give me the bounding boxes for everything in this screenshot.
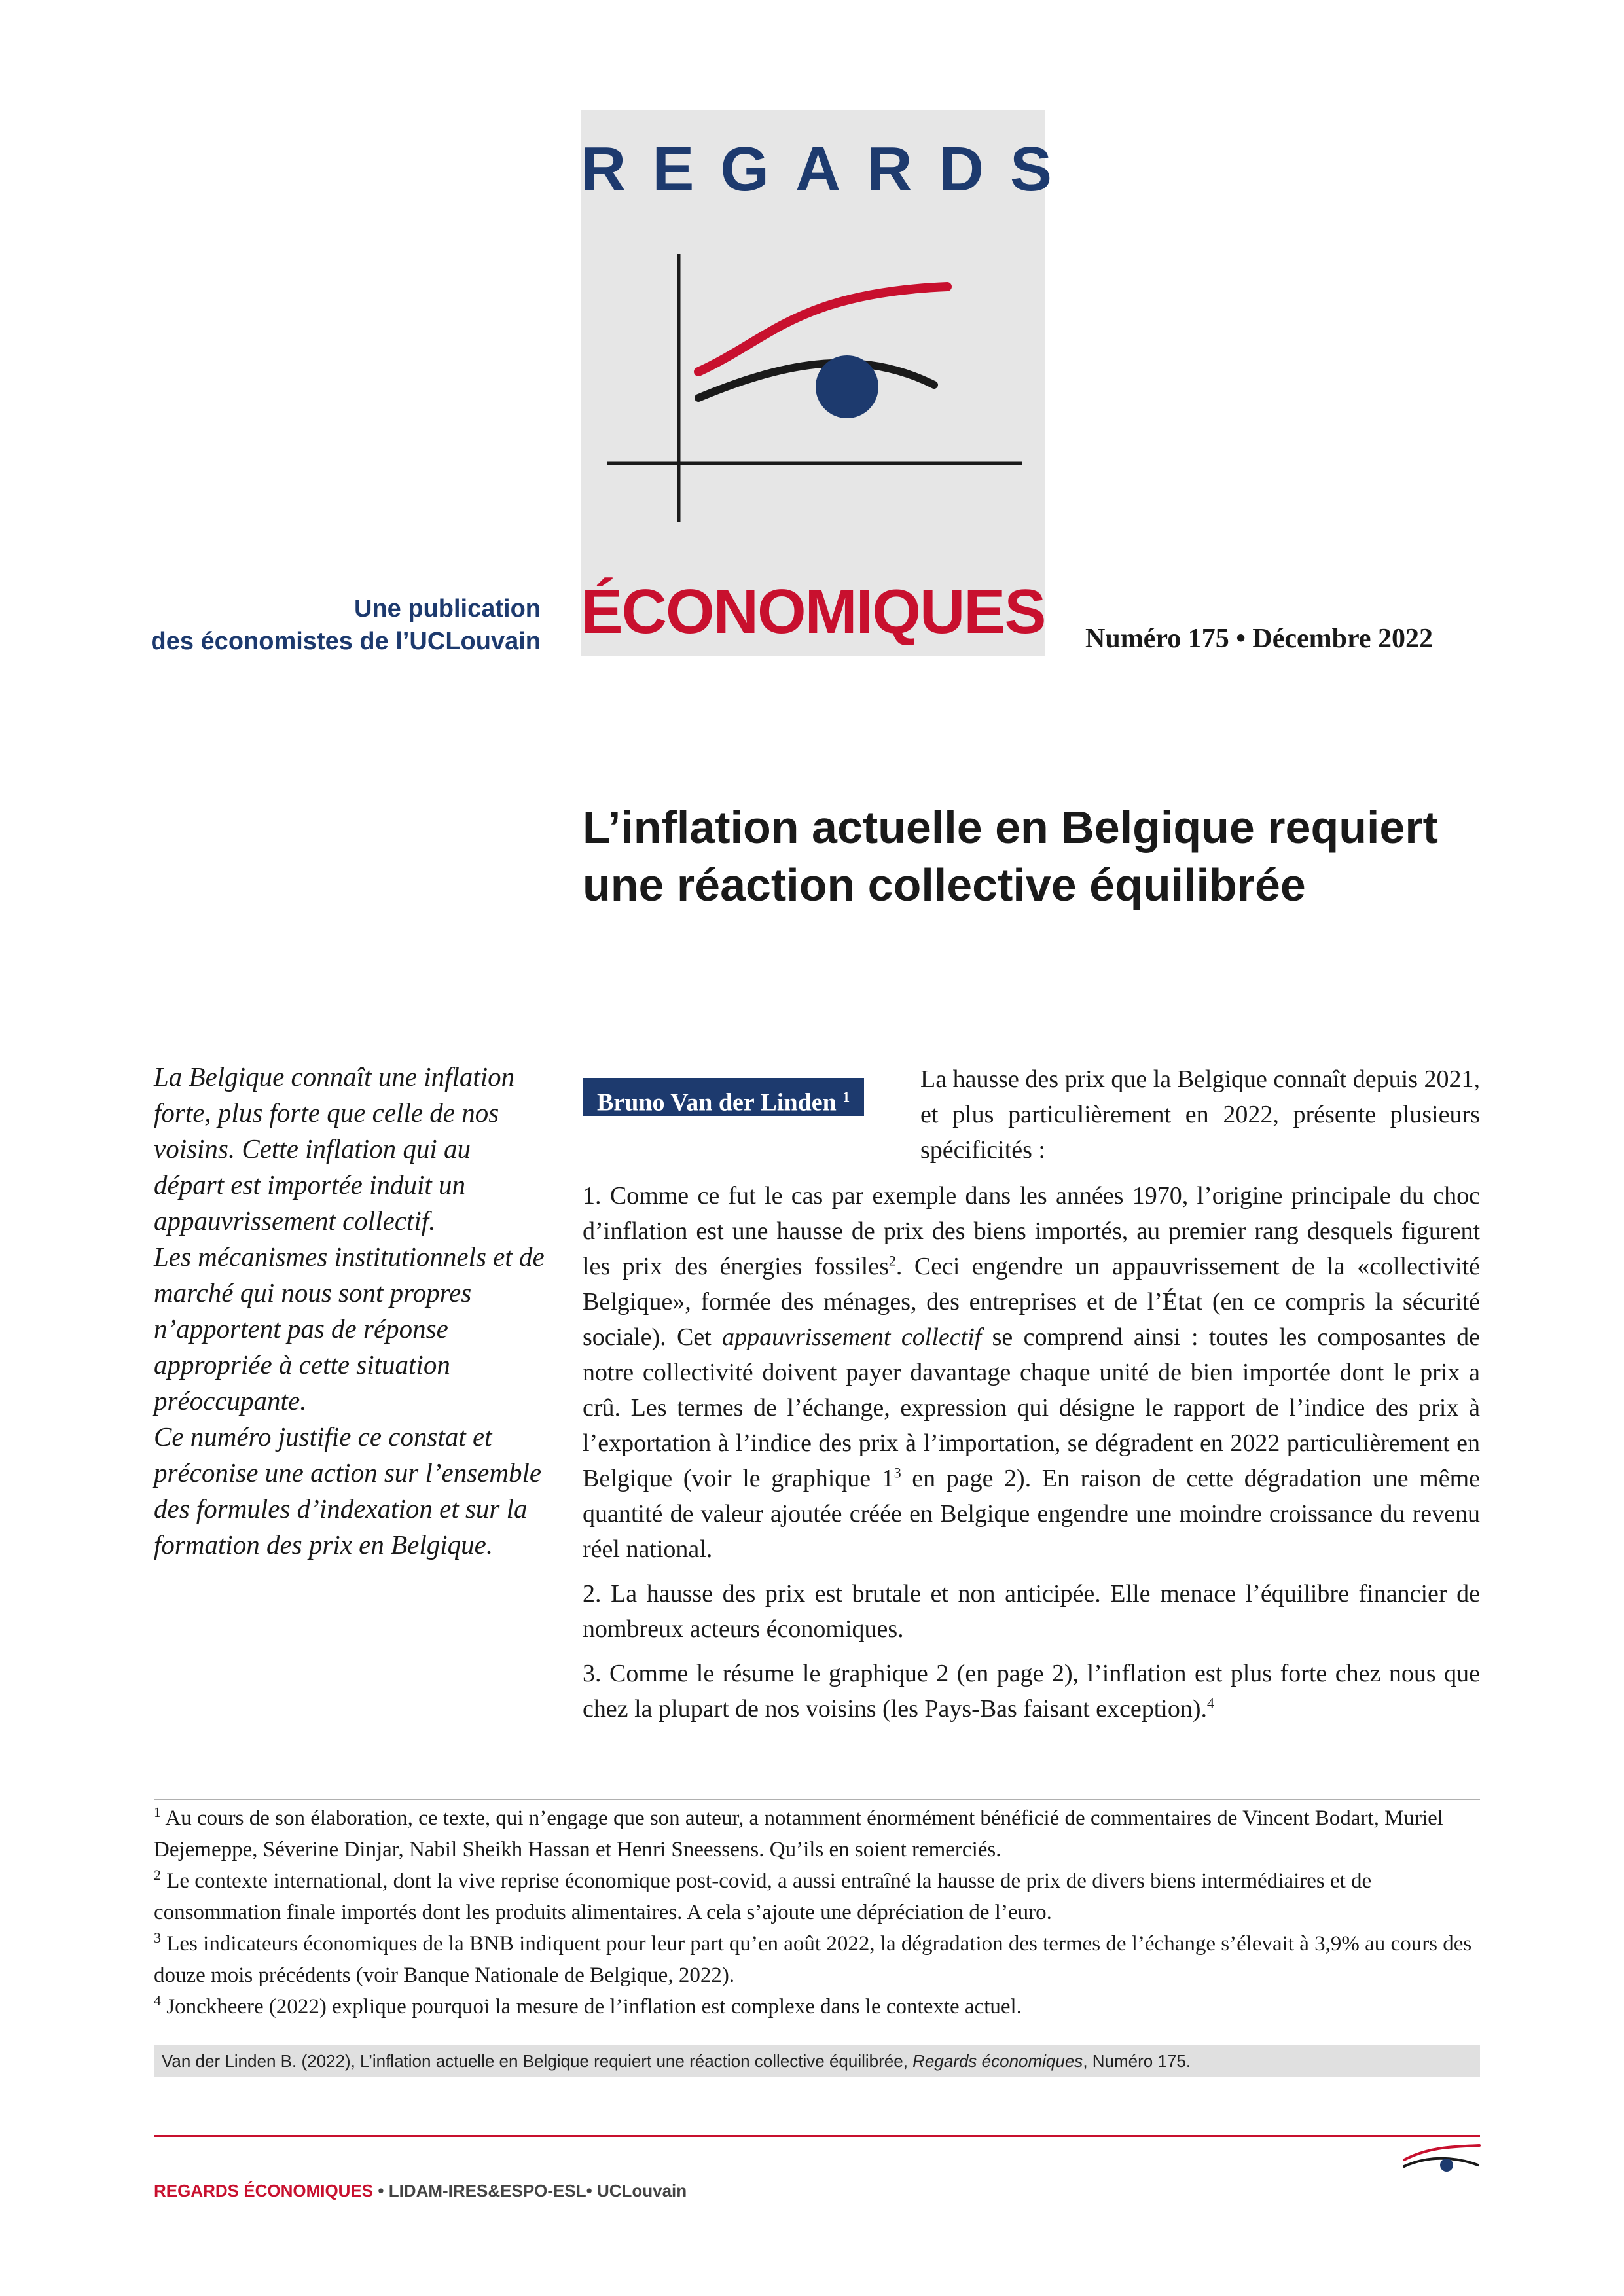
- footnote-number: 2: [154, 1867, 161, 1883]
- footer-affiliations: • LIDAM-IRES&ESPO-ESL• UCLouvain: [373, 2181, 687, 2200]
- body-text: se comprend ainsi : toutes les composantes de notre collectivité doivent payer davantage chaque unité de bien importée dont le prix a crû. Les termes de l’échange, expression qui désigne le rapport de l’indice des prix à l’exportation à l’indice des prix à l’importation, se dégradent en 2022 particulièrement en Belgique (voir le graphique 1: [583, 1323, 1480, 1492]
- abstract: [154, 1059, 547, 1563]
- intro-paragraph: La hausse des prix que la Belgique connaît depuis 2021, et plus particulièrement en 2022, présente plusieurs spécificités :: [920, 1066, 1480, 1164]
- author-name: Bruno Van der Linden: [597, 1088, 837, 1117]
- abstract-paragraph: Les mécanismes institutionnels et de marché qui nous sont propres n’apportent pas de réponse appropriée à cette situation préoccupante.: [154, 1242, 545, 1416]
- publisher-tagline: [151, 592, 541, 658]
- body-text: . Ceci engendre un appauvrissement de la «collectivité Belgique», formée des ménages, des entreprises et de l’État (en ce compris la sécurité sociale). Cet: [583, 1253, 1481, 1351]
- article-body: [583, 1178, 1480, 1736]
- issue-number: Numéro 175 • Décembre 2022: [1085, 624, 1434, 654]
- article-title: L’inflation actuelle en Belgique requiert une réaction collective équilibrée: [583, 802, 1438, 910]
- masthead-title: REGARDS: [581, 134, 1079, 204]
- footnote-text: Le contexte international, dont la vive reprise économique post-covid, a aussi entraîné la hausse de prix de divers biens intermédiaires et de consommation finale importés dont les produits alimentaires. A cela s’ajoute une dépréciation de l’euro.: [154, 1869, 1372, 1924]
- footnote-text: Les indicateurs économiques de la BNB indiquent pour leur part qu’en août 2022, la dégradation des termes de l’échange s’élevait à 3,9% au cours des douze mois précédents (voir Banque Nationale de Belgique, 2022).: [154, 1932, 1472, 1987]
- footnote-number: 1: [154, 1804, 161, 1820]
- author-footnote-ref: 1: [842, 1088, 850, 1105]
- footer-divider: [154, 2135, 1480, 2137]
- citation-text: , Numéro 175.: [1083, 2051, 1191, 2071]
- footnote: [154, 1928, 1480, 1991]
- body-paragraph: [583, 1656, 1480, 1727]
- footnote-divider: [154, 1799, 1480, 1800]
- masthead-panel: [581, 110, 1079, 656]
- body-text: 1. Comme ce fut le cas par exemple dans les années 1970, l’origine principale du choc d’inflation est une hausse de prix des biens importés, au premier rang desquels figurent les prix des énergies fossiles: [583, 1182, 1480, 1280]
- footnote-text: Jonckheere (2022) explique pourquoi la mesure de l’inflation est complexe dans le contexte actuel.: [161, 1995, 1022, 2018]
- emphasis-text: appauvrissement collectif: [722, 1323, 982, 1351]
- citation-bar: [154, 2045, 1480, 2077]
- eye-curve-footer-icon: [1401, 2142, 1483, 2181]
- footnote-ref: 2: [888, 1252, 896, 1269]
- footnote-text: Au cours de son élaboration, ce texte, qui n’engage que son auteur, a notamment énormément bénéficié de commentaires de Vincent Bodart, Muriel Dejemeppe, Séverine Dinjar, Nabil Sheikh Hassan et Henri Sneessens. Qu’ils en soient remerciés.: [154, 1806, 1443, 1861]
- footnote-ref: 3: [893, 1464, 901, 1481]
- footnote-number: 3: [154, 1929, 161, 1946]
- citation-text: Van der Linden B. (2022), L’inflation actuelle en Belgique requiert une réaction collective équilibrée,: [162, 2051, 913, 2071]
- citation-journal: Regards économiques: [912, 2051, 1083, 2071]
- author-badge: [583, 1078, 864, 1116]
- footnote-number: 4: [154, 1992, 161, 2009]
- abstract-paragraph: La Belgique connaît une inflation forte, plus forte que celle de nos voisins. Cette inflation qui au départ est importée induit un appauvrissement collectif.: [154, 1062, 515, 1236]
- footer-brand: REGARDS ÉCONOMIQUES: [154, 2181, 374, 2200]
- body-paragraph: [583, 1178, 1480, 1567]
- eye-curve-chart-icon: [600, 247, 1026, 529]
- body-paragraph: 2. La hausse des prix est brutale et non anticipée. Elle menace l’équilibre financier de nombreux acteurs économiques.: [583, 1580, 1480, 1643]
- footnote: [154, 1865, 1480, 1928]
- masthead-subtitle: ÉCONOMIQUES: [581, 577, 1045, 647]
- footnotes: [154, 1803, 1480, 2022]
- footnote: [154, 1803, 1480, 1865]
- body-text: en page 2). En raison de cette dégradation une même quantité de valeur ajoutée créée en Belgique engendre une moindre croissance du revenu réel national.: [583, 1465, 1480, 1563]
- footnote-ref: 4: [1206, 1695, 1214, 1712]
- publisher-line-2: des économistes de l’UCLouvain: [151, 628, 541, 655]
- abstract-paragraph: Ce numéro justifie ce constat et préconise une action sur l’ensemble des formules d’indexation et sur la formation des prix en Belgique.: [154, 1422, 542, 1560]
- body-text: 3. Comme le résume le graphique 2 (en page 2), l’inflation est plus forte chez nous que chez la plupart de nos voisins (les Pays-Bas faisant exception).: [583, 1660, 1480, 1723]
- footer-text: [154, 2181, 687, 2201]
- publisher-line-1: Une publication: [354, 595, 541, 622]
- footnote: [154, 1991, 1480, 2022]
